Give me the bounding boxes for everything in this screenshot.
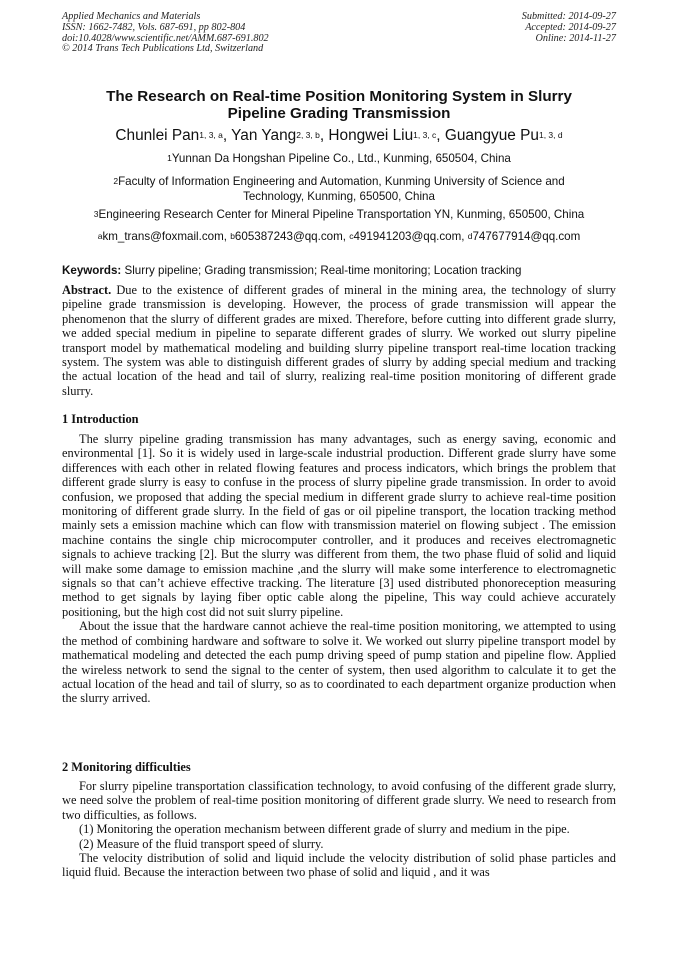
author-list <box>40 127 638 145</box>
email-address: km_trans@foxmail.com <box>102 230 224 243</box>
title-line-2: Pipeline Grading Transmission <box>227 105 451 122</box>
paragraph: (2) Measure of the fluid transport speed of slurry. <box>79 836 324 851</box>
section-heading-monitoring-difficulties: 2 Monitoring difficulties <box>62 760 191 774</box>
affiliation-3 <box>40 208 638 223</box>
dates-header <box>522 12 616 44</box>
keywords-text: Slurry pipeline; Grading transmission; Real-time monitoring; Location tracking <box>121 264 522 277</box>
journal-name: Applied Mechanics and Materials <box>62 11 201 22</box>
author-separator: , <box>436 127 445 144</box>
affiliation-text: Faculty of Information Engineering and Automation, Kunming University of Science and <box>118 175 565 188</box>
paragraph: (1) Monitoring the operation mechanism between different grade of slurry and medium in the pipe. <box>79 822 570 837</box>
author-name: Yan Yang <box>231 127 297 144</box>
copyright-line: © 2014 Trans Tech Publications Ltd, Switzerland <box>62 43 264 55</box>
keywords-line <box>62 264 616 278</box>
email-separator: , <box>342 230 350 243</box>
affiliation-text: Engineering Research Center for Mineral Pipeline Transportation YN, Kunming, 650500, China <box>98 208 585 221</box>
email-marker: d <box>467 231 473 241</box>
author-name: Hongwei Liu <box>328 127 414 144</box>
abstract-label: Abstract. <box>62 283 112 297</box>
author-affiliation-marker: 1, 3, a <box>199 130 223 140</box>
affiliation-text: Technology, Kunming, 650500, China <box>243 189 435 203</box>
email-marker: c <box>349 231 354 241</box>
paper-title <box>62 88 616 122</box>
paragraph: For slurry pipeline transportation classification technology, to avoid confusing of the different grade slurry, we need solve the problem of real-time position monitoring of different grade slurry. We need to research from two difficulties, as follows. <box>62 779 616 822</box>
affiliation-marker: 2 <box>113 176 119 186</box>
author-name: Guangyue Pu <box>444 127 539 144</box>
author-separator: , <box>319 127 329 144</box>
accepted-date: Accepted: 2014-09-27 <box>525 21 616 33</box>
affiliation-marker: 3 <box>93 209 99 219</box>
email-address: 747677914@qq.com <box>472 230 581 243</box>
section-monitoring-difficulties <box>62 779 616 880</box>
author-separator: , <box>222 127 232 144</box>
email-separator: , <box>461 230 468 243</box>
author-affiliation-marker: 2, 3, b <box>296 130 320 140</box>
doi-line: doi:10.4028/www.scientific.net/AMM.687-691.802 <box>62 32 269 44</box>
paragraph: About the issue that the hardware cannot achieve the real-time position monitoring, we attempted to using the method of combining hardware and software to solve it. We worked out slurry pipeline transport model by mathematical modeling and detected the each pump driving speed of pump station and pipeline flow. Applied the wireless network to send the signal to the center of system, then used algorithm to calculate it to get the actual location of the head and tail of slurry, so as to coordinated to each department organize production when the slurry arrived. <box>62 619 616 706</box>
abstract-text: Due to the existence of different grades of mineral in the mining area, the technology of slurry pipeline grade transmission is developing. However, the process of grade transmission will appear the phenomenon that the slurry of different grades are mixed. Therefore, before cutting into different grade slurry, we added special medium in pipeline to separate different grades of slurry. We worked out slurry pipeline transport model by mathematical modeling and building slurry pipeline transport real-time location tracking system. The system was able to distinguish different grades of slurry by adding special medium and tracking the actual location of the head and tail of slurry, realizing real-time position monitoring of different grade slurry. <box>62 283 616 398</box>
keywords-label: Keywords: <box>62 264 122 277</box>
submitted-date: Submitted: 2014-09-27 <box>521 11 616 22</box>
journal-header <box>62 12 269 55</box>
email-marker: b <box>230 231 235 241</box>
affiliation-text: Yunnan Da Hongshan Pipeline Co., Ltd., Kunming, 650504, China <box>171 152 511 165</box>
author-name: Chunlei Pan <box>115 127 200 144</box>
email-separator: , <box>223 230 231 243</box>
title-line-1: The Research on Real-time Position Monitoring System in Slurry <box>106 88 572 105</box>
email-address: 605387243@qq.com <box>234 230 343 243</box>
issn-line: ISSN: 1662-7482, Vols. 687-691, pp 802-804 <box>62 21 246 33</box>
author-affiliation-marker: 1, 3, c <box>413 130 437 140</box>
affiliation-1 <box>40 152 638 167</box>
email-marker: a <box>97 231 103 241</box>
section-heading-introduction: 1 Introduction <box>62 412 139 426</box>
email-address: 491941203@qq.com <box>353 230 462 243</box>
affiliation-2 <box>40 175 638 204</box>
abstract <box>62 283 616 398</box>
online-date: Online: 2014-11-27 <box>535 32 616 44</box>
affiliation-marker: 1 <box>167 153 172 163</box>
paragraph: The slurry pipeline grading transmission has many advantages, such as energy saving, economic and environmental [1]. So it is widely used in large-scale industrial production. Different grade slurry have some differences with each other in related flowing features and process indicators, which brings the problem that different grade slurry is easy to confuse in the process of slurry pipeline grade transmission. In order to avoid confusion, we proposed that adding the special medium in different grade slurry to achieve real-time position monitoring of different grade slurry. In the field of gas or oil pipeline transport, the location tracking method mainly sets a emission machine which can flow with transmission materiel on flowing subject . The emission machine contains the single chip microcomputer controller, and it produces and receives electromagnetic signals to achieve tracking [2]. But the slurry was different from them, the two phase fluid of solid and liquid will make some damage to emission machine ,and the slurry will make some interference to electromagnetic signals so that can’t achieve effective tracking. The literature [3] used distributed phonoreception measuring method to get signals by laying fiber optic cable along the pipeline, This way could achieve accurately positioning, but the high cost did not suit slurry pipeline. <box>62 432 616 619</box>
section-introduction <box>62 432 616 706</box>
paragraph: The velocity distribution of solid and liquid include the velocity distribution of solid phase particles and liquid fluid. Because the interaction between two phase of solid and liquid , and it was <box>62 851 616 880</box>
email-list <box>40 230 638 245</box>
author-affiliation-marker: 1, 3, d <box>538 130 563 140</box>
